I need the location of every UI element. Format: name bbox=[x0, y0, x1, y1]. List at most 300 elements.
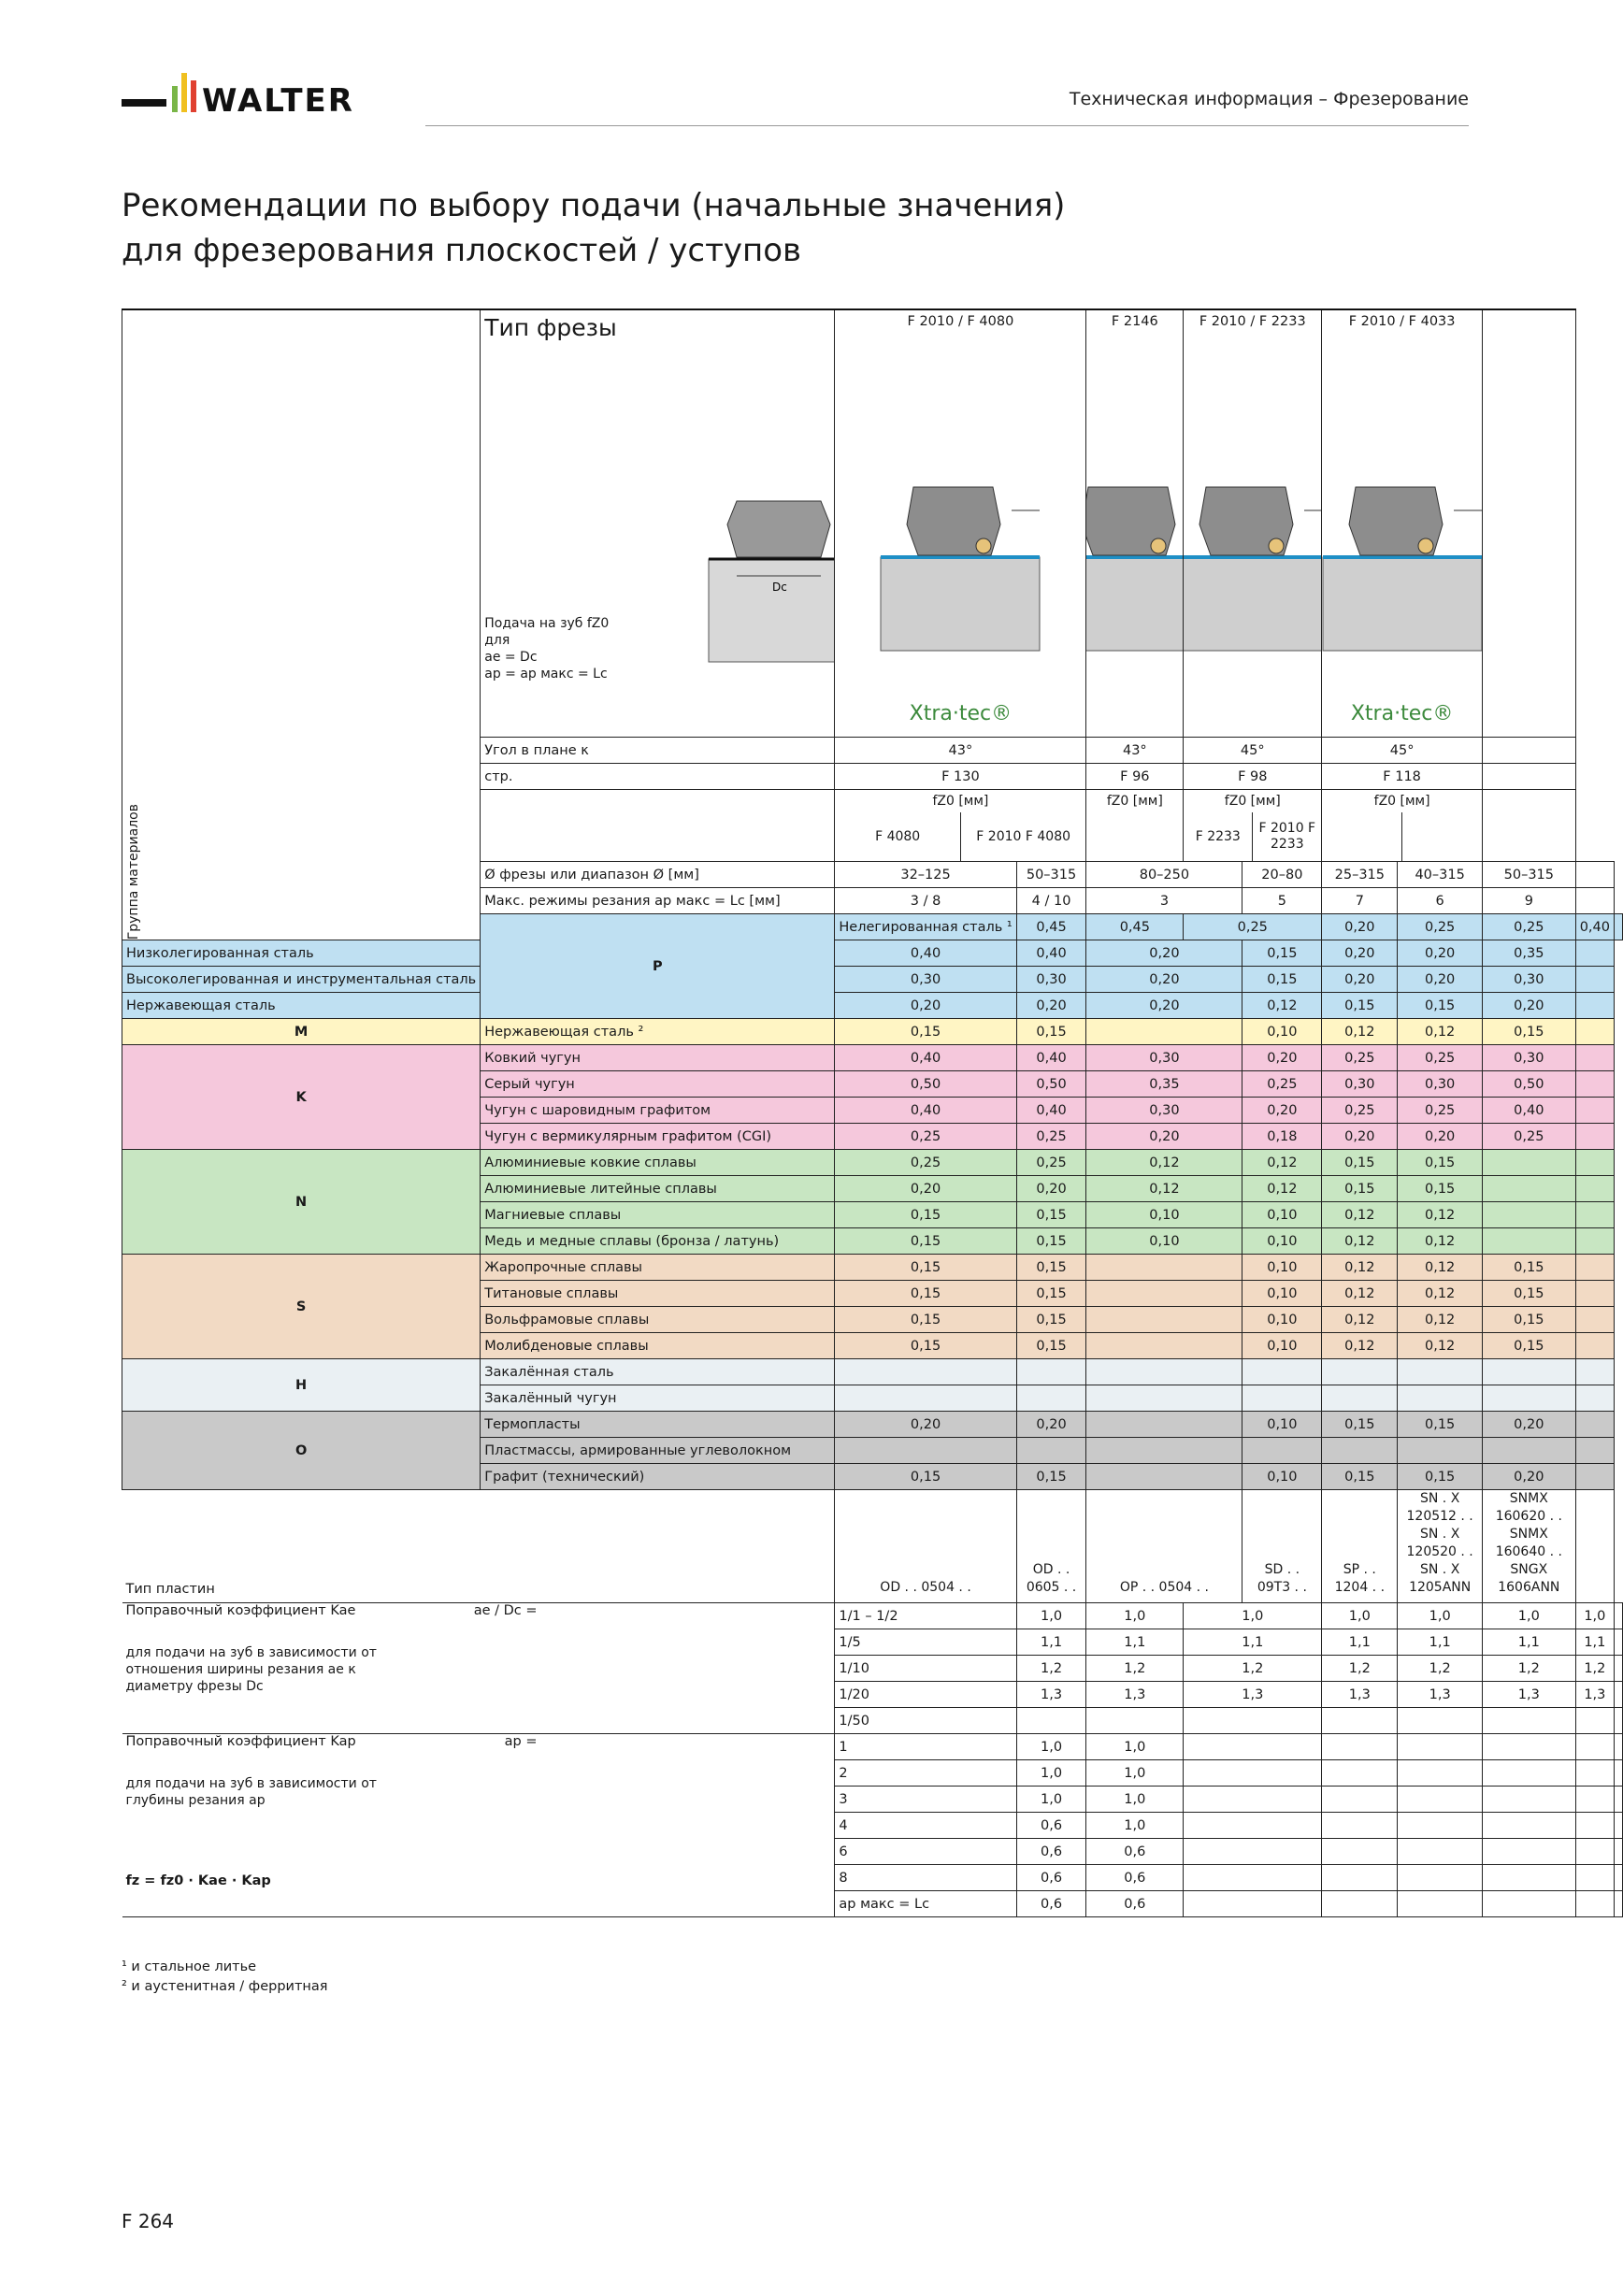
kae-value: 1,0 bbox=[1016, 1603, 1086, 1629]
kap-value: 0,6 bbox=[1016, 1839, 1086, 1865]
kap-value bbox=[1482, 1891, 1575, 1917]
material-name: Низколегированная сталь bbox=[122, 940, 481, 967]
feed-value bbox=[1398, 1359, 1483, 1385]
feed-value: 0,15 bbox=[1398, 1176, 1483, 1202]
kae-value: 1,1 bbox=[1322, 1629, 1398, 1656]
kae-key: 1/50 bbox=[835, 1708, 1016, 1734]
fz-subhead bbox=[1086, 812, 1183, 861]
kap-value bbox=[1322, 1734, 1398, 1760]
feed-value: 0,20 bbox=[1086, 940, 1242, 967]
material-name: Вольфрамовые сплавы bbox=[481, 1307, 835, 1333]
cutter-column-header-4 bbox=[1322, 309, 1483, 738]
feed-value: 0,25 bbox=[835, 1150, 1016, 1176]
feed-value: 0,12 bbox=[1398, 1202, 1483, 1228]
feed-value: 0,15 bbox=[1482, 1307, 1575, 1333]
kap-value bbox=[1398, 1734, 1483, 1760]
cutter-type-label: Тип фрезы bbox=[484, 314, 617, 341]
feed-value: 0,12 bbox=[1242, 1176, 1322, 1202]
kae-value: 1,0 bbox=[1086, 1603, 1184, 1629]
diameter-value: 40–315 bbox=[1398, 862, 1483, 888]
kae-value: 1,2 bbox=[1184, 1656, 1322, 1682]
kap-value bbox=[1322, 1760, 1398, 1787]
feed-value: 0,30 bbox=[1398, 1071, 1483, 1098]
feed-value: 0,20 bbox=[1086, 1124, 1242, 1150]
feed-value bbox=[1086, 1255, 1242, 1281]
kap-value bbox=[1575, 1865, 1614, 1891]
blank-cell bbox=[1575, 1150, 1614, 1176]
diameter-value: 25–315 bbox=[1322, 862, 1398, 888]
blank-cell bbox=[1615, 1734, 1623, 1760]
feed-value bbox=[1086, 1464, 1242, 1490]
feed-value: 0,30 bbox=[1016, 967, 1086, 993]
feed-value bbox=[1322, 1438, 1398, 1464]
feed-value: 0,10 bbox=[1242, 1228, 1322, 1255]
material-name: Графит (технический) bbox=[481, 1464, 835, 1490]
cutter-illustration bbox=[1322, 473, 1483, 660]
kap-value: 1,0 bbox=[1086, 1787, 1184, 1813]
feed-recommendation-table bbox=[122, 309, 1623, 1917]
cutter-name: F 2010 / F 2233 bbox=[1199, 314, 1306, 329]
feed-value: 0,12 bbox=[1086, 1176, 1242, 1202]
feed-value: 0,30 bbox=[1086, 1045, 1242, 1071]
feed-value bbox=[1398, 1438, 1483, 1464]
feed-value bbox=[1242, 1385, 1322, 1412]
max-depth-value: 3 / 8 bbox=[835, 888, 1016, 914]
feed-value: 0,20 bbox=[1482, 1412, 1575, 1438]
kae-row bbox=[122, 1603, 1623, 1629]
fz-label-blank bbox=[481, 790, 835, 862]
kae-ratio-label: ae / Dc = bbox=[473, 1603, 538, 1618]
max-depth-value: 7 bbox=[1322, 888, 1398, 914]
kae-value: 1,2 bbox=[1575, 1656, 1614, 1682]
kae-value: 1,1 bbox=[1086, 1629, 1184, 1656]
kae-key: 1/10 bbox=[835, 1656, 1016, 1682]
kae-key: 1/5 bbox=[835, 1629, 1016, 1656]
feed-value bbox=[1016, 1438, 1086, 1464]
feed-label-line: для bbox=[484, 633, 510, 648]
insert-type-value: OD . . 0504 . . bbox=[835, 1490, 1016, 1603]
angle-label: Угол в плане κ bbox=[481, 738, 835, 764]
max-depth-value: 4 / 10 bbox=[1016, 888, 1086, 914]
feed-value: 0,20 bbox=[1322, 967, 1398, 993]
feed-value: 0,20 bbox=[1242, 1045, 1322, 1071]
cutter-name: F 2010 / F 4033 bbox=[1348, 314, 1456, 329]
feed-value: 0,12 bbox=[1398, 1281, 1483, 1307]
title-line-2: для фрезерования плоскостей / уступов bbox=[122, 232, 802, 269]
kae-key: 1/20 bbox=[835, 1682, 1016, 1708]
feed-value: 0,40 bbox=[1016, 940, 1086, 967]
header-blank bbox=[1482, 309, 1575, 738]
material-name: Медь и медные сплавы (бронза / латунь) bbox=[481, 1228, 835, 1255]
footnote-2: ² и аустенитная / ферритная bbox=[122, 1979, 328, 1994]
kap-value bbox=[1184, 1865, 1322, 1891]
feed-value: 0,25 bbox=[1322, 1098, 1398, 1124]
insert-type-value: OD . . 0605 . . bbox=[1016, 1490, 1086, 1603]
feed-value bbox=[1482, 1150, 1575, 1176]
feed-value: 0,15 bbox=[835, 1333, 1016, 1359]
feed-value: 0,15 bbox=[1322, 1464, 1398, 1490]
cutter-type-header bbox=[481, 309, 835, 738]
material-name: Закалённый чугун bbox=[481, 1385, 835, 1412]
feed-value: 0,15 bbox=[1322, 1150, 1398, 1176]
feed-value: 0,12 bbox=[1242, 1150, 1322, 1176]
blank-cell bbox=[1575, 1124, 1614, 1150]
kap-value bbox=[1184, 1813, 1322, 1839]
xtra-tec-label: Xtra·tec® bbox=[1350, 702, 1454, 725]
feed-value: 0,12 bbox=[1242, 993, 1322, 1019]
feed-value bbox=[1322, 1385, 1398, 1412]
fz-subhead bbox=[1322, 812, 1401, 861]
feed-value bbox=[1482, 1438, 1575, 1464]
kae-value: 1,2 bbox=[1086, 1656, 1184, 1682]
feed-value: 0,10 bbox=[1242, 1412, 1322, 1438]
blank-cell bbox=[1615, 1603, 1623, 1629]
feed-value: 0,15 bbox=[1016, 1333, 1086, 1359]
kap-value bbox=[1575, 1839, 1614, 1865]
blank-cell bbox=[1575, 1202, 1614, 1228]
feed-value: 0,15 bbox=[835, 1019, 1016, 1045]
material-name: Ковкий чугун bbox=[481, 1045, 835, 1071]
material-name: Алюминиевые ковкие сплавы bbox=[481, 1150, 835, 1176]
kap-value bbox=[1398, 1787, 1483, 1813]
kap-value bbox=[1398, 1813, 1483, 1839]
kae-description bbox=[122, 1603, 835, 1734]
kap-ratio-label: ap = bbox=[504, 1734, 538, 1749]
feed-value: 0,45 bbox=[1086, 914, 1184, 940]
feed-label-line: ae = Dc bbox=[484, 650, 538, 665]
fz-unit-block bbox=[1184, 790, 1322, 862]
blank-cell bbox=[1615, 1891, 1623, 1917]
blank-cell bbox=[1482, 764, 1575, 790]
blank-cell bbox=[1615, 1682, 1623, 1708]
max-depth-value: 6 bbox=[1398, 888, 1483, 914]
feed-value: 0,20 bbox=[1322, 940, 1398, 967]
xtra-tec-label: Xtra·tec® bbox=[909, 702, 1013, 725]
kap-value bbox=[1398, 1760, 1483, 1787]
kae-value: 1,0 bbox=[1482, 1603, 1575, 1629]
feed-value: 0,12 bbox=[1322, 1019, 1398, 1045]
blank-cell bbox=[1615, 1865, 1623, 1891]
feed-value: 0,15 bbox=[1398, 993, 1483, 1019]
feed-value: 0,20 bbox=[1086, 967, 1242, 993]
feed-value: 0,15 bbox=[1016, 1202, 1086, 1228]
material-row bbox=[122, 1150, 1623, 1176]
kap-key: 3 bbox=[835, 1787, 1016, 1813]
kap-value bbox=[1482, 1839, 1575, 1865]
header-section: Техническая информация – Фрезерование bbox=[1069, 89, 1469, 109]
blank-cell bbox=[1575, 993, 1614, 1019]
feed-value: 0,12 bbox=[1398, 1228, 1483, 1255]
material-row bbox=[122, 1412, 1623, 1438]
kae-value: 1,1 bbox=[1575, 1629, 1614, 1656]
kae-desc: для подачи на зуб в зависимости от отношения ширины резания ae к диаметру фрезы Dc bbox=[125, 1645, 377, 1694]
feed-value: 0,25 bbox=[835, 1124, 1016, 1150]
diameter-value: 20–80 bbox=[1242, 862, 1322, 888]
kap-value bbox=[1482, 1734, 1575, 1760]
cutter-name: F 2010 / F 4080 bbox=[907, 314, 1014, 329]
feed-value bbox=[1482, 1176, 1575, 1202]
feed-value: 0,12 bbox=[1086, 1150, 1242, 1176]
kae-value: 1,2 bbox=[1016, 1656, 1086, 1682]
material-name: Термопласты bbox=[481, 1412, 835, 1438]
feed-value bbox=[1482, 1385, 1575, 1412]
feed-value: 0,12 bbox=[1322, 1202, 1398, 1228]
blank-cell bbox=[1575, 1359, 1614, 1385]
feed-value: 0,40 bbox=[1016, 1098, 1086, 1124]
cutter-column-header-1 bbox=[835, 309, 1086, 738]
fz-unit: fZ0 [мм] bbox=[1373, 794, 1430, 809]
feed-value: 0,15 bbox=[1016, 1019, 1086, 1045]
material-row bbox=[122, 1255, 1623, 1281]
feed-value: 0,15 bbox=[1016, 1228, 1086, 1255]
kap-key: 4 bbox=[835, 1813, 1016, 1839]
feed-value: 0,15 bbox=[1322, 1412, 1398, 1438]
kap-value bbox=[1575, 1734, 1614, 1760]
material-name: Чугун с вермикулярным графитом (CGI) bbox=[481, 1124, 835, 1150]
insert-type-label: Тип пластин bbox=[122, 1490, 835, 1603]
kae-value bbox=[1322, 1708, 1398, 1734]
header-rule bbox=[425, 125, 1469, 126]
kap-value bbox=[1322, 1839, 1398, 1865]
cutter-illustration bbox=[1086, 473, 1184, 660]
kae-value bbox=[1086, 1708, 1184, 1734]
fz-unit: fZ0 [мм] bbox=[1224, 794, 1281, 809]
material-group-m: M bbox=[122, 1019, 481, 1045]
fz-subhead: F 2010 F 2233 bbox=[1252, 812, 1321, 861]
feed-value bbox=[1322, 1359, 1398, 1385]
material-row bbox=[122, 993, 1623, 1019]
kap-value: 0,6 bbox=[1016, 1813, 1086, 1839]
blank-cell bbox=[1575, 1464, 1614, 1490]
feed-value: 0,40 bbox=[1016, 1045, 1086, 1071]
blank-cell bbox=[1575, 1071, 1614, 1098]
kae-title: Поправочный коэффициент Kae bbox=[125, 1603, 356, 1618]
page-ref: F 130 bbox=[835, 764, 1086, 790]
feed-value: 0,10 bbox=[1242, 1281, 1322, 1307]
feed-value: 0,25 bbox=[1398, 914, 1483, 940]
feed-value: 0,20 bbox=[835, 993, 1016, 1019]
feed-value: 0,40 bbox=[1482, 1098, 1575, 1124]
cutter-column-header-2 bbox=[1086, 309, 1184, 738]
material-row bbox=[122, 1045, 1623, 1071]
insert-type-value: SNMX 160620 . . SNMX 160640 . . SNGX 1606ANN bbox=[1482, 1490, 1575, 1603]
blank-cell bbox=[1615, 1839, 1623, 1865]
kap-value: 1,0 bbox=[1016, 1734, 1086, 1760]
kae-value: 1,0 bbox=[1398, 1603, 1483, 1629]
kap-row bbox=[122, 1734, 1623, 1760]
blank-cell bbox=[1575, 1255, 1614, 1281]
feed-value: 0,15 bbox=[1016, 1281, 1086, 1307]
material-name: Пластмассы, армированные углеволокном bbox=[481, 1438, 835, 1464]
kap-key: ap макс = Lc bbox=[835, 1891, 1016, 1917]
blank-cell bbox=[1575, 1176, 1614, 1202]
blank-cell bbox=[1615, 1787, 1623, 1813]
feed-value: 0,20 bbox=[835, 1176, 1016, 1202]
feed-value: 0,25 bbox=[1322, 1045, 1398, 1071]
feed-value: 0,15 bbox=[835, 1228, 1016, 1255]
angle-value: 45° bbox=[1322, 738, 1483, 764]
kap-value: 1,0 bbox=[1086, 1813, 1184, 1839]
kap-value bbox=[1322, 1787, 1398, 1813]
material-name: Высоколегированная и инструментальная сталь bbox=[122, 967, 481, 993]
insert-type-value: OP . . 0504 . . bbox=[1086, 1490, 1242, 1603]
feed-value: 0,40 bbox=[835, 1098, 1016, 1124]
material-group-h: H bbox=[122, 1359, 481, 1412]
feed-value: 0,12 bbox=[1322, 1333, 1398, 1359]
feed-value bbox=[835, 1359, 1016, 1385]
feed-value bbox=[1086, 1019, 1242, 1045]
kap-value bbox=[1398, 1865, 1483, 1891]
svg-text:WALTER: WALTER bbox=[202, 82, 354, 120]
kap-value bbox=[1184, 1839, 1322, 1865]
feed-value: 0,30 bbox=[1482, 967, 1575, 993]
blank-cell bbox=[1575, 1228, 1614, 1255]
fz-subhead: F 2233 bbox=[1195, 828, 1241, 844]
feed-value: 0,10 bbox=[1086, 1228, 1242, 1255]
cutter-name: F 2146 bbox=[1111, 314, 1158, 329]
kae-value: 1,3 bbox=[1322, 1682, 1398, 1708]
blank-cell bbox=[1575, 1490, 1614, 1603]
diagram-label-dc: Dc bbox=[772, 581, 788, 594]
blank-cell bbox=[1482, 738, 1575, 764]
page-ref: F 96 bbox=[1086, 764, 1184, 790]
feed-value: 0,35 bbox=[1482, 940, 1575, 967]
feed-value: 0,25 bbox=[1184, 914, 1322, 940]
fz-unit: fZ0 [мм] bbox=[932, 794, 989, 809]
blank-cell bbox=[1575, 862, 1614, 888]
material-group-label: Группа материалов bbox=[126, 803, 141, 940]
blank-cell bbox=[1615, 1708, 1623, 1734]
feed-value: 0,15 bbox=[1482, 1333, 1575, 1359]
feed-value: 0,10 bbox=[1086, 1202, 1242, 1228]
feed-value: 0,15 bbox=[835, 1255, 1016, 1281]
feed-value: 0,30 bbox=[835, 967, 1016, 993]
kae-value: 1,3 bbox=[1398, 1682, 1483, 1708]
max-depth-value: 5 bbox=[1242, 888, 1322, 914]
kap-value bbox=[1482, 1787, 1575, 1813]
title-line-1: Рекомендации по выбору подачи (начальные значения) bbox=[122, 187, 1066, 224]
feed-value: 0,10 bbox=[1242, 1333, 1322, 1359]
max-depth-value: 9 bbox=[1482, 888, 1575, 914]
feed-value: 0,10 bbox=[1242, 1202, 1322, 1228]
feed-value: 0,15 bbox=[835, 1307, 1016, 1333]
page-ref: F 118 bbox=[1322, 764, 1483, 790]
blank-cell bbox=[1615, 914, 1623, 940]
kap-value bbox=[1482, 1760, 1575, 1787]
kap-value bbox=[1482, 1813, 1575, 1839]
kae-key: 1/1 – 1/2 bbox=[835, 1603, 1016, 1629]
blank-cell bbox=[1575, 1412, 1614, 1438]
material-name: Закалённая сталь bbox=[481, 1359, 835, 1385]
feed-value bbox=[1242, 1359, 1322, 1385]
feed-value: 0,20 bbox=[1398, 940, 1483, 967]
kae-value bbox=[1016, 1708, 1086, 1734]
kap-value: 0,6 bbox=[1016, 1891, 1086, 1917]
feed-value: 0,50 bbox=[835, 1071, 1016, 1098]
cutter-illustration bbox=[1184, 473, 1322, 660]
diameter-value: 50–315 bbox=[1482, 862, 1575, 888]
feed-value bbox=[1086, 1281, 1242, 1307]
insert-type-value: SN . X 120512 . . SN . X 120520 . . SN . X 1205ANN bbox=[1398, 1490, 1483, 1603]
feed-value bbox=[1086, 1333, 1242, 1359]
kae-value: 1,3 bbox=[1086, 1682, 1184, 1708]
material-group-s: S bbox=[122, 1255, 481, 1359]
feed-value bbox=[1016, 1359, 1086, 1385]
fz-unit: fZ0 [мм] bbox=[1106, 794, 1163, 809]
cutter-diagram bbox=[699, 482, 835, 697]
angle-value: 43° bbox=[1086, 738, 1184, 764]
diameter-value: 80–250 bbox=[1086, 862, 1242, 888]
feed-value: 0,12 bbox=[1322, 1307, 1398, 1333]
fz-unit-block bbox=[1086, 790, 1184, 862]
kap-description bbox=[122, 1734, 835, 1917]
feed-value: 0,15 bbox=[1242, 940, 1322, 967]
feed-value: 0,20 bbox=[1482, 1464, 1575, 1490]
blank-cell bbox=[1615, 1813, 1623, 1839]
feed-value: 0,25 bbox=[1398, 1098, 1483, 1124]
kap-value bbox=[1575, 1787, 1614, 1813]
kap-title: Поправочный коэффициент Kap bbox=[125, 1734, 356, 1749]
feed-value: 0,20 bbox=[1398, 1124, 1483, 1150]
material-row bbox=[122, 1019, 1623, 1045]
fz-subhead: F 4080 bbox=[875, 828, 921, 844]
feed-value: 0,15 bbox=[1398, 1464, 1483, 1490]
feed-value bbox=[835, 1385, 1016, 1412]
feed-value: 0,15 bbox=[1322, 993, 1398, 1019]
kae-value bbox=[1398, 1708, 1483, 1734]
page-label: стр. bbox=[481, 764, 835, 790]
material-name: Нержавеющая сталь ² bbox=[481, 1019, 835, 1045]
kap-value bbox=[1482, 1865, 1575, 1891]
cutter-illustration bbox=[871, 473, 1049, 660]
kae-value: 1,0 bbox=[1575, 1603, 1614, 1629]
material-name: Молибденовые сплавы bbox=[481, 1333, 835, 1359]
blank-cell bbox=[1575, 888, 1614, 914]
kap-value: 1,0 bbox=[1086, 1734, 1184, 1760]
angle-value: 45° bbox=[1184, 738, 1322, 764]
kae-value: 1,3 bbox=[1482, 1682, 1575, 1708]
kap-value bbox=[1184, 1891, 1322, 1917]
kae-value: 1,1 bbox=[1398, 1629, 1483, 1656]
feed-value: 0,10 bbox=[1242, 1255, 1322, 1281]
kae-value: 1,0 bbox=[1184, 1603, 1322, 1629]
kap-value: 0,6 bbox=[1086, 1865, 1184, 1891]
material-name: Нержавеющая сталь bbox=[122, 993, 481, 1019]
feed-value: 0,15 bbox=[835, 1464, 1016, 1490]
kae-value: 1,1 bbox=[1016, 1629, 1086, 1656]
kap-value: 0,6 bbox=[1086, 1839, 1184, 1865]
feed-value: 0,18 bbox=[1242, 1124, 1322, 1150]
feed-value: 0,25 bbox=[1016, 1150, 1086, 1176]
kap-value: 0,6 bbox=[1086, 1891, 1184, 1917]
footnotes bbox=[122, 1958, 328, 1997]
blank-cell bbox=[1575, 967, 1614, 993]
feed-value: 0,15 bbox=[835, 1202, 1016, 1228]
feed-value: 0,35 bbox=[1086, 1071, 1242, 1098]
feed-value: 0,50 bbox=[1016, 1071, 1086, 1098]
feed-value: 0,12 bbox=[1398, 1307, 1483, 1333]
feed-value: 0,15 bbox=[835, 1281, 1016, 1307]
blank-cell bbox=[1615, 1656, 1623, 1682]
feed-value: 0,15 bbox=[1016, 1307, 1086, 1333]
material-group-o: O bbox=[122, 1412, 481, 1490]
kae-value: 1,3 bbox=[1575, 1682, 1614, 1708]
blank-cell bbox=[1575, 1385, 1614, 1412]
page-number: F 264 bbox=[122, 2210, 175, 2232]
feed-value: 0,20 bbox=[1016, 1176, 1086, 1202]
kap-value bbox=[1575, 1813, 1614, 1839]
angle-value: 43° bbox=[835, 738, 1086, 764]
